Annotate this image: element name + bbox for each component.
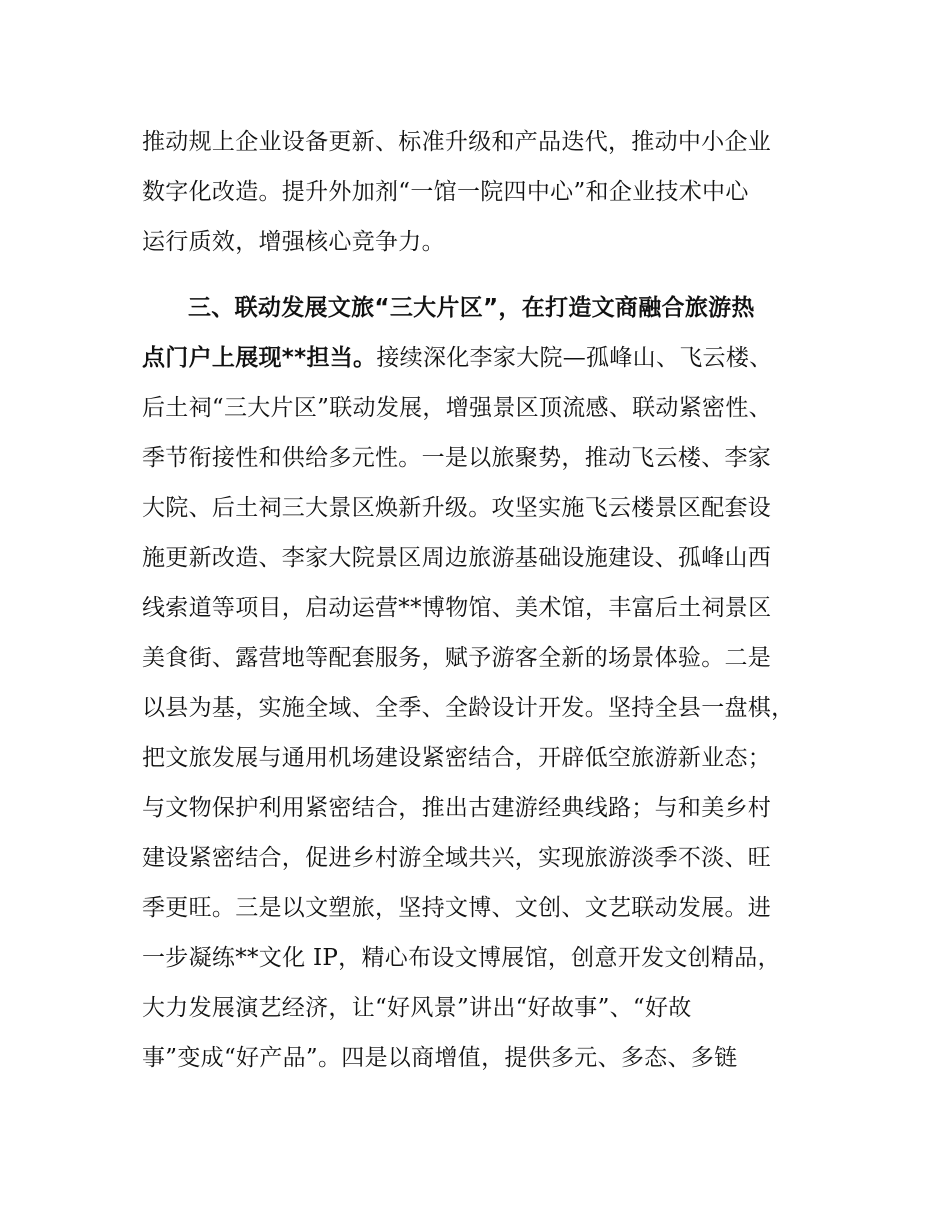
body-text-line: 一步凝练**文化 IP，精心布设文博展馆，创意开发文创精品， xyxy=(142,945,781,971)
body-text-line: 施更新改造、李家大院景区周边旅游基础设施建设、孤峰山西 xyxy=(142,545,772,571)
body-text-line: 事”变成“好产品”。四是以商增值，提供多元、多态、多链 xyxy=(142,1045,738,1071)
body-text-line: 大院、后土祠三大景区焕新升级。攻坚实施飞云楼景区配套设 xyxy=(142,495,772,521)
body-text-line: 推动规上企业设备更新、标准升级和产品迭代，推动中小企业 xyxy=(142,129,772,155)
section-heading-line: 三、联动发展文旅“三大片区”，在打造文商融合旅游热 xyxy=(188,295,755,321)
body-text-line: 运行质效，增强核心竞争力。 xyxy=(142,229,445,255)
body-text-line: 季节衔接性和供给多元性。一是以旅聚势，推动飞云楼、李家 xyxy=(142,445,772,471)
heading-continuation-line xyxy=(142,338,822,378)
body-text-line: 把文旅发展与通用机场建设紧密结合，开辟低空旅游新业态； xyxy=(142,745,772,771)
body-text-line: 以县为基，实施全域、全季、全龄设计开发。坚持全县一盘棋， xyxy=(142,695,795,721)
body-text-line: 与文物保护利用紧密结合，推出古建游经典线路；与和美乡村 xyxy=(142,795,772,821)
body-text-line: 建设紧密结合，促进乡村游全域共兴，实现旅游淡季不淡、旺 xyxy=(142,845,772,871)
body-text-line: 大力发展演艺经济，让“好风景”讲出“好故事”、“好故 xyxy=(142,995,692,1021)
body-text-fragment: 接续深化李家大院—孤峰山、飞云楼、 xyxy=(376,345,773,371)
body-text-line: 后土祠“三大片区”联动发展，增强景区顶流感、联动紧密性、 xyxy=(142,395,772,421)
body-text-line: 季更旺。三是以文塑旅，坚持文博、文创、文艺联动发展。进 xyxy=(142,895,772,921)
body-text-line: 数字化改造。提升外加剂“一馆一院四中心”和企业技术中心 xyxy=(142,179,749,205)
section-heading-tail: 点门户上展现**担当。 xyxy=(142,345,377,371)
body-text-line: 线索道等项目，启动运营**博物馆、美术馆，丰富后土祠景区 xyxy=(142,595,772,621)
body-text-line: 美食街、露营地等配套服务，赋予游客全新的场景体验。二是 xyxy=(142,645,772,671)
